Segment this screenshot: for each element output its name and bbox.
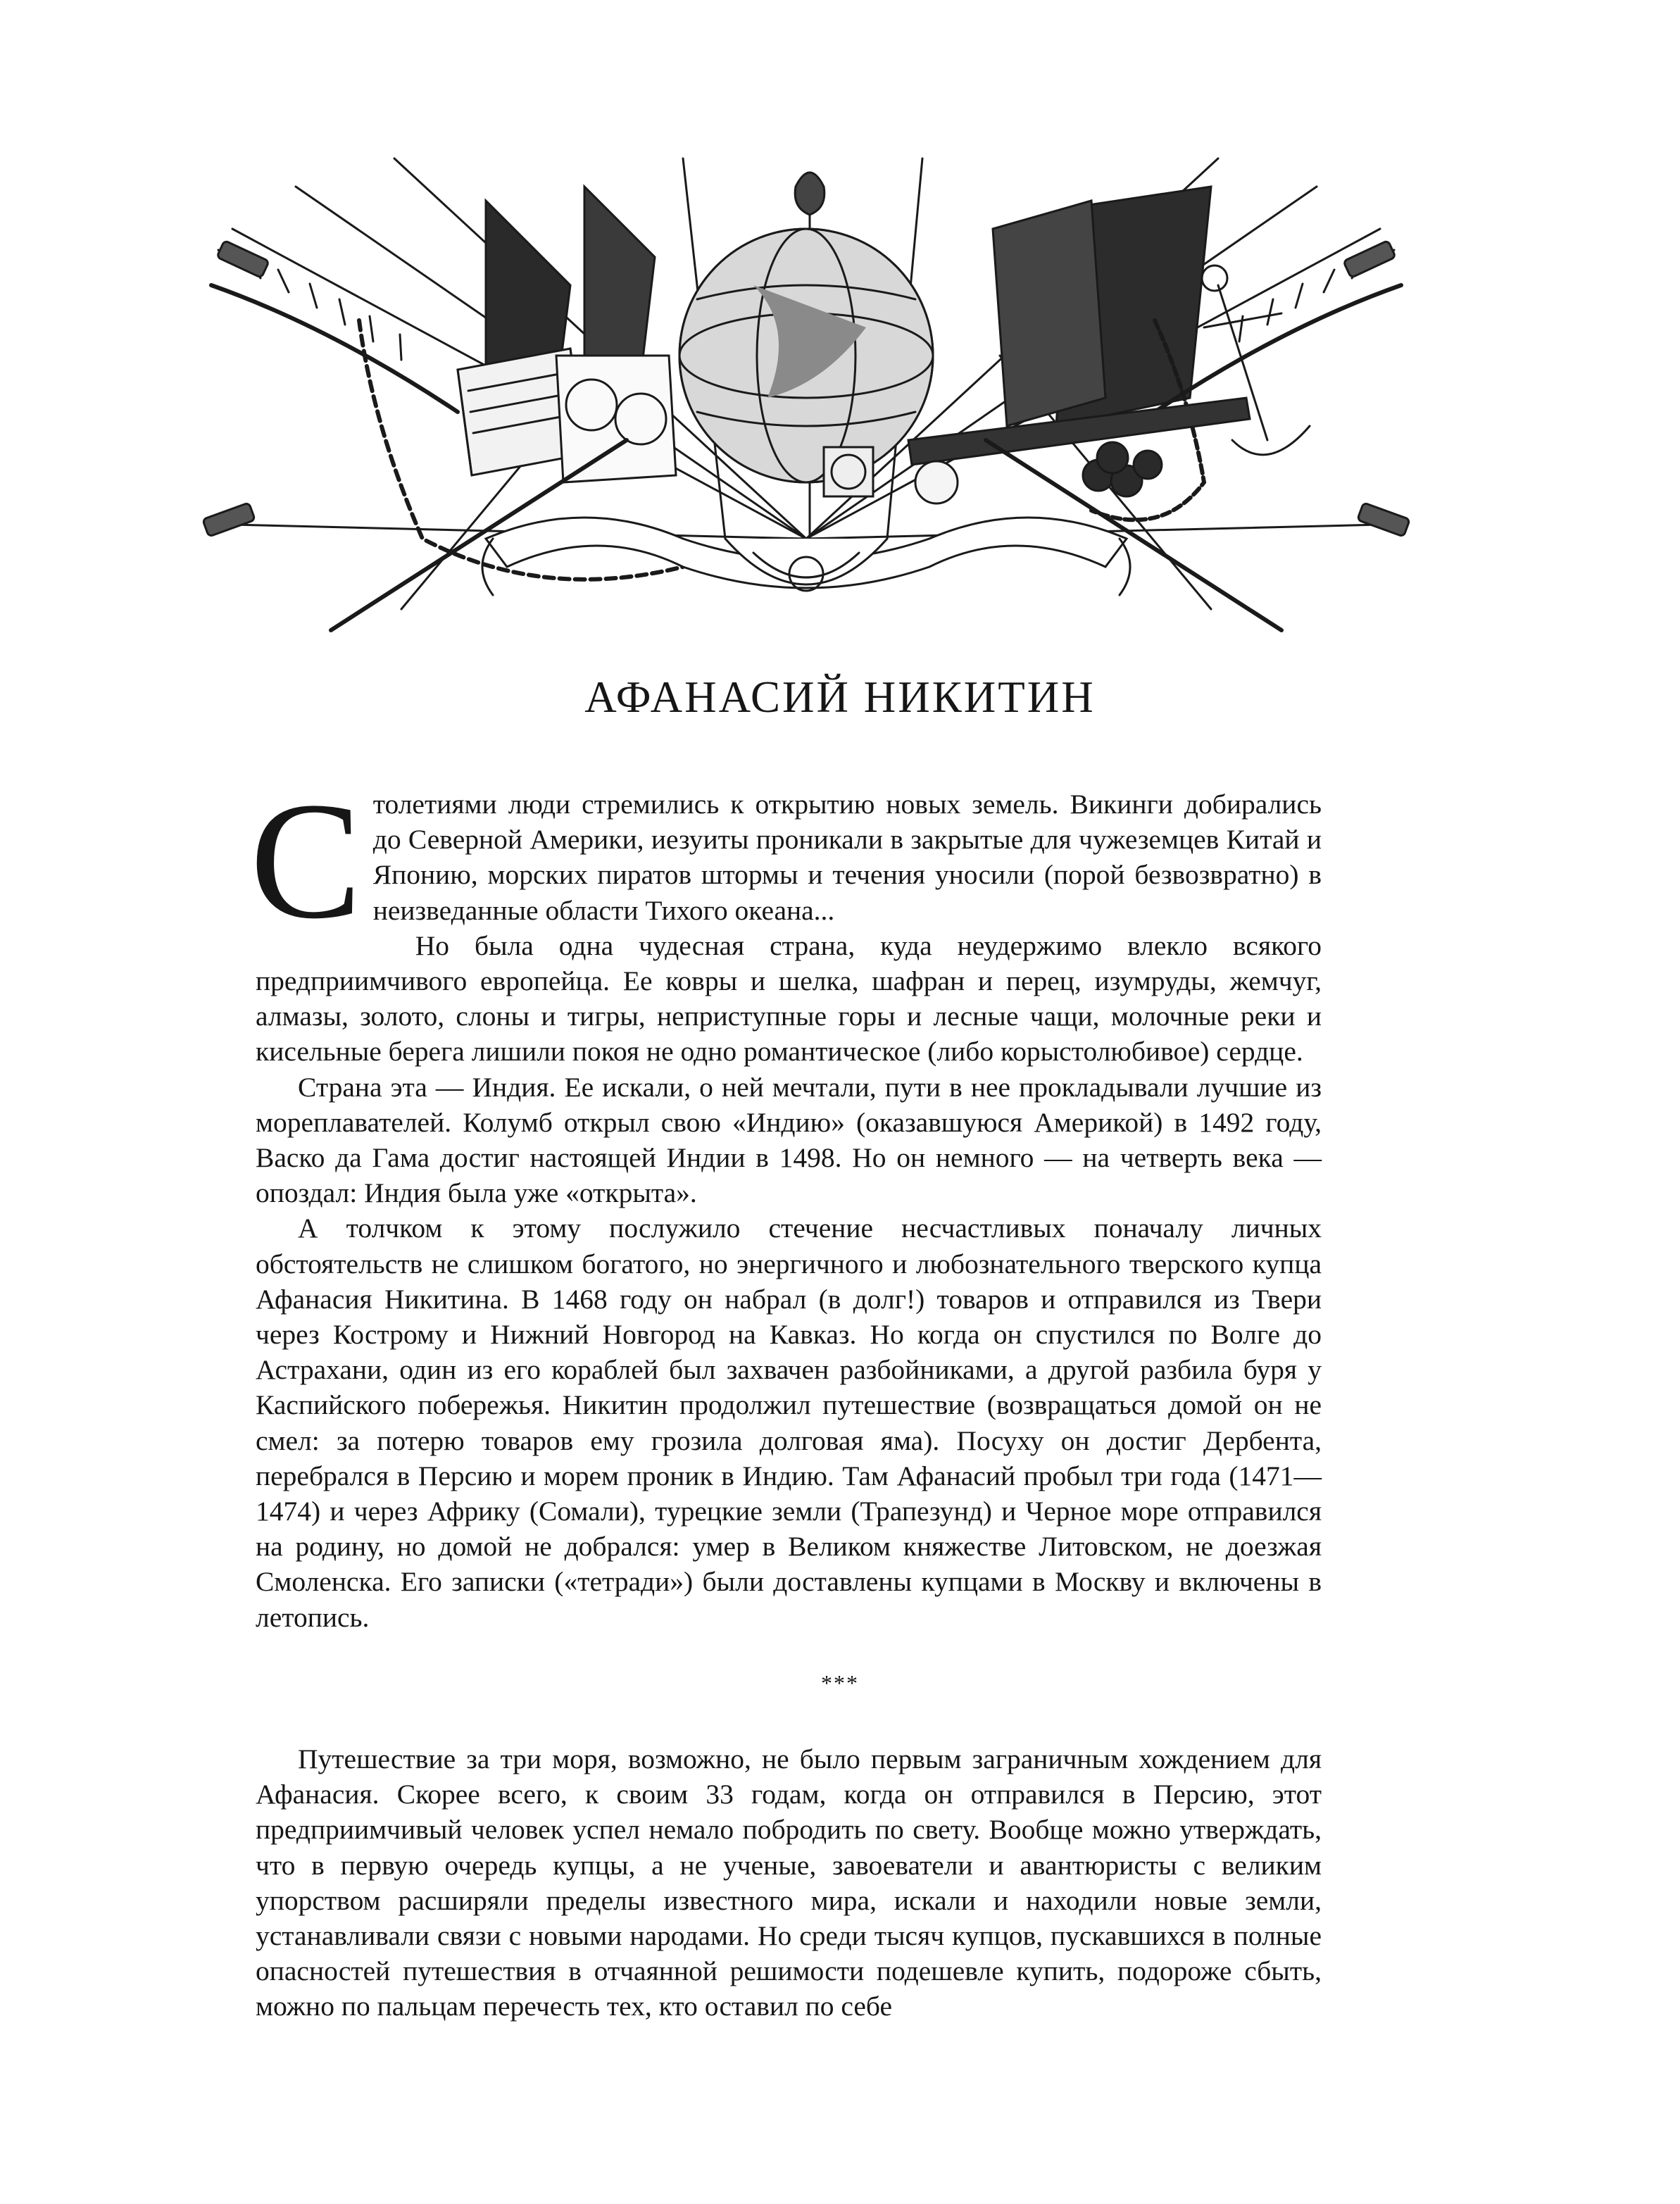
paragraph-3: Страна эта — Индия. Ее искали, о ней мечтали, пути в нее прокладывали лучшие из мореплавателей. Колумб открыл свою «Индию» (оказавшуюся Америкой) в 1492 году, Васко да Гама достиг настоящей Индии в 1498. Но он немного — на четверть века — опоздал: Индия была уже «открыта». — [256, 1071, 1322, 1209]
section-2-text — [256, 1741, 1322, 2024]
header-vignette — [190, 144, 1422, 637]
intro-text — [250, 768, 1322, 1635]
paragraph-2: Но была одна чудесная страна, куда неудержимо влекло всякого предприимчивого европейца. Ее ковры и шелка, шафран и перец, изумруды, жемчуг, алмазы, золото, слоны и тигры, неприступные горы и лесные чащи, молочные реки и кисельные берега лишили покоя не одно романтическое (либо корыстолюбивое) сердце. — [256, 929, 1322, 1067]
engraved-trophy-vignette-icon — [190, 144, 1422, 637]
drop-cap: С — [250, 768, 362, 953]
paragraph-1 — [250, 768, 1322, 953]
paragraph-1-text: толетиями люди стремились к открытию новых земель. Викинги добирались до Северной Америки, иезуиты проникали в закрытые для чужеземцев Китай и Японию, морских пиратов штормы и течения уносили (порой безвозвратно) в неизведанные области Тихого океана... — [372, 789, 1322, 926]
section-separator: *** — [821, 1670, 859, 1696]
paragraph-5: Путешествие за три моря, возможно, не было первым заграничным хождением для Афанасия. Скорее всего, к своим 33 годам, когда он отправился в Персию, этот предприимчивый человек успел немало побродить по свету. Вообще можно утверждать, что в первую очередь купцы, а не ученые, завоеватели и авантюристы с великим упорством расширяли пределы известного мира, искали и находили новые земли, устанавливали связи с новыми народами. Но среди тысяч купцов, пускавшихся в полные опасностей путешествия в отчаянной решимости подешевле купить, подороже сбыть, можно по пальцам перечесть тех, кто оставил по себе — [256, 1743, 1322, 2022]
paragraph-4: А толчком к этому послужило стечение несчастливых поначалу личных обстоятельств не слишком богатого, но энергичного и любознательного тверского купца Афанасия Никитина. В 1468 году он набрал (в долг!) товаров и отправился из Твери через Кострому и Нижний Новгород на Кавказ. Но когда он спустился по Волге до Астрахани, один из его кораблей был захвачен разбойниками, а другой разбила буря у Каспийского побережья. Никитин продолжил путешествие (возвращаться домой он не смел: за потерю товаров ему грозила долговая яма). Посуху он достиг Дербента, перебрался в Персию и морем проник в Индию. Там Афанасий пробыл три года (1471—1474) и через Африку (Сомали), турецкие земли (Трапезунд) и Черное море отправился на родину, но домой не добрался: умер в Великом княжестве Литовском, не доезжая Смоленска. Его записки («тетради») были доставлены купцами в Москву и включены в летопись. — [256, 1213, 1322, 1633]
chapter-title: АФАНАСИЙ НИКИТИН — [584, 672, 1096, 722]
